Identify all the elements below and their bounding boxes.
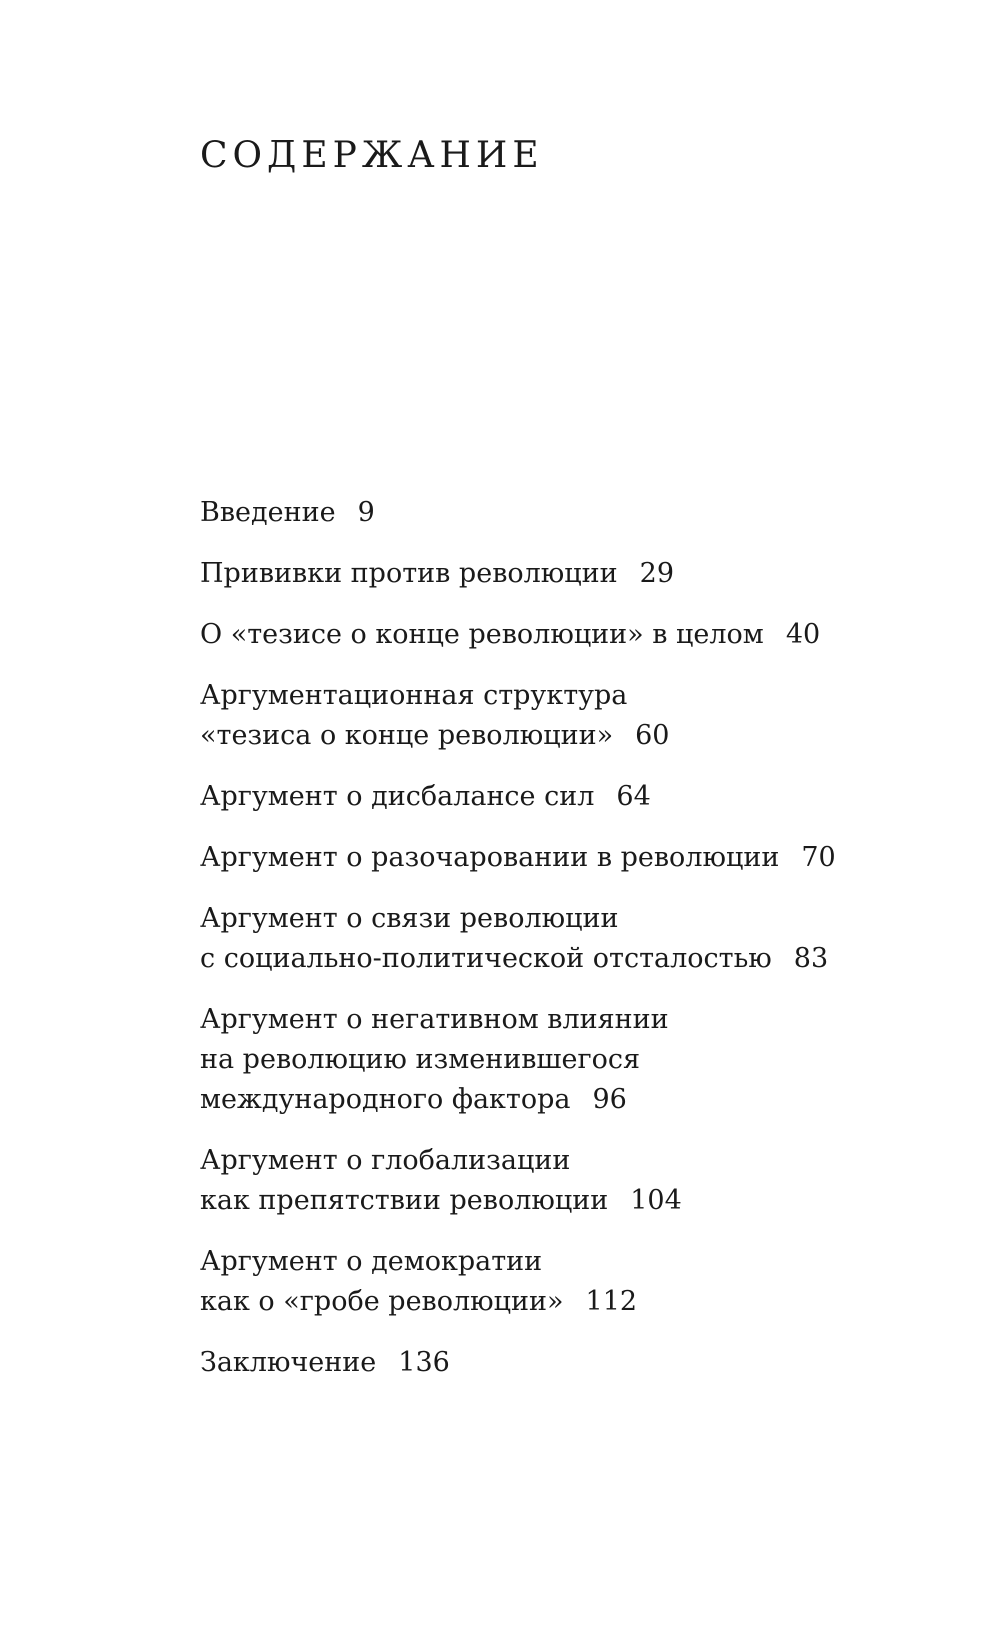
toc-page-number: 9 — [357, 497, 375, 528]
toc-entry-title: Аргумент о демократии — [200, 1246, 543, 1277]
toc-entry — [200, 493, 960, 533]
toc-entry — [200, 777, 960, 817]
toc-page-number: 64 — [616, 781, 651, 812]
toc-page-number: 136 — [398, 1347, 450, 1378]
toc-page-number: 96 — [592, 1084, 627, 1115]
page-title: СОДЕРЖАНИЕ — [200, 135, 544, 176]
toc-entry-title: Аргумент о разочаровании в революции — [200, 842, 780, 873]
toc-page-number: 40 — [785, 619, 821, 650]
toc-entry — [200, 615, 960, 655]
toc-entry-title: Аргумент о негативном влиянии — [200, 1004, 669, 1035]
toc-entry — [200, 1343, 960, 1383]
toc-entry-title: «тезиса о конце революции» — [200, 720, 614, 751]
toc-entry — [200, 1000, 960, 1120]
toc-entry-title: Аргумент о дисбалансе сил — [200, 781, 595, 812]
toc-entry-title: международного фактора — [200, 1084, 571, 1115]
toc-entry-title: как о «гробе революции» — [200, 1286, 564, 1317]
toc-entry — [200, 1141, 960, 1221]
toc-entry — [200, 676, 960, 756]
toc-entry — [200, 899, 960, 979]
toc-page-number: 104 — [630, 1185, 682, 1216]
toc-page-number: 112 — [585, 1286, 638, 1317]
toc-page-number: 60 — [635, 720, 670, 751]
toc-entry-title: Аргументационная структура — [200, 680, 628, 711]
toc-entry — [200, 1242, 960, 1322]
toc-entry-title: Аргумент о глобализации — [200, 1145, 571, 1176]
toc-page-number: 83 — [793, 943, 829, 974]
toc-entry-title: О «тезисе о конце революции» в целом — [200, 619, 764, 650]
toc-entry-title: Заключение — [200, 1347, 377, 1378]
toc-entry-title: Прививки против революции — [200, 558, 618, 589]
toc-entry — [200, 554, 960, 594]
toc-entry-title: на революцию изменившегося — [200, 1044, 641, 1075]
toc-entry — [200, 838, 960, 878]
toc-entry-title: Введение — [200, 497, 336, 528]
toc-entry-title: Аргумент о связи революции — [200, 903, 619, 934]
toc-page-number: 70 — [801, 842, 836, 873]
toc-entry-title: как препятствии революции — [200, 1185, 609, 1216]
table-of-contents — [200, 493, 960, 1404]
toc-entry-title: с социально-политической отсталостью — [200, 943, 772, 974]
toc-page-number: 29 — [639, 558, 675, 589]
